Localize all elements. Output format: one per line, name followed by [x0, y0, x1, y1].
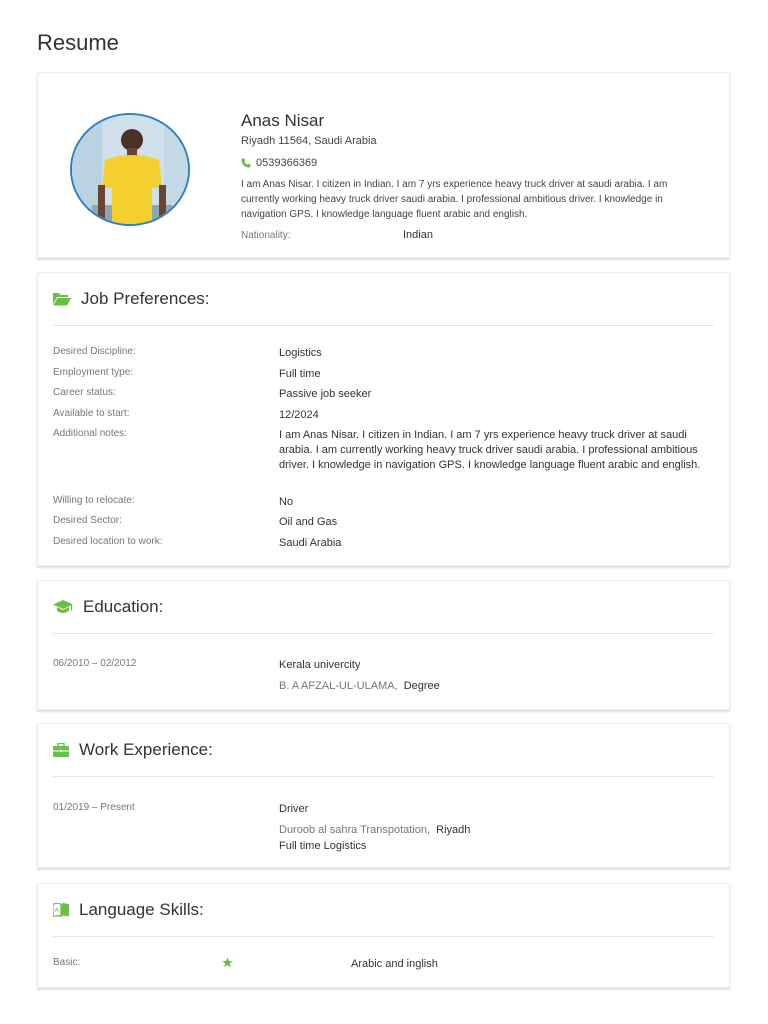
pref-value: Saudi Arabia — [279, 537, 342, 549]
language-skills-header — [53, 884, 714, 937]
work-experience-card — [37, 723, 730, 868]
phone-row — [241, 157, 317, 169]
avatar — [70, 113, 190, 226]
pref-value: Oil and Gas — [279, 516, 338, 528]
graduation-cap-icon — [53, 600, 73, 614]
pref-value: I am Anas Nisar. I citizen in Indian. I am 7 yrs experience heavy truck driver at saudi arabia. I am currently working heavy truck driver saudi arabia. I professional ambitious driver. I knowledge in navigation GPS. I knowledge language fluent arabic and english. — [279, 429, 701, 471]
star-icon — [222, 957, 233, 971]
education-card — [37, 580, 730, 710]
avatar-photo — [72, 115, 190, 226]
work-location: Riyadh — [436, 824, 471, 836]
pref-label: Desired Sector: — [53, 515, 122, 526]
pref-label: Additional notes: — [53, 428, 127, 439]
folder-open-icon — [53, 292, 71, 306]
education-header — [53, 581, 714, 634]
work-company: Duroob al sahra Transpotation, — [279, 824, 431, 836]
work-company-line — [279, 823, 709, 838]
candidate-name: Anas Nisar — [241, 111, 325, 130]
work-experience-header — [53, 724, 714, 777]
education-dates: 06/2010 – 02/2012 — [53, 658, 137, 669]
section-title: Work Experience: — [79, 740, 213, 759]
education-degree: Degree — [403, 680, 440, 692]
svg-text:A: A — [54, 907, 59, 914]
page-title: Resume — [37, 30, 119, 55]
job-preferences-header — [53, 273, 714, 326]
section-title: Education: — [83, 597, 164, 616]
pref-value: Logistics — [279, 347, 322, 359]
section-title: Language Skills: — [79, 900, 204, 919]
pref-label: Available to start: — [53, 408, 130, 419]
pref-value: 12/2024 — [279, 409, 319, 421]
work-dates: 01/2019 – Present — [53, 802, 135, 813]
phone-number[interactable]: 0539366369 — [256, 157, 318, 169]
pref-label: Willing to relocate: — [53, 495, 135, 506]
work-position: Driver — [279, 803, 309, 815]
nationality-label: Nationality: — [241, 230, 291, 241]
profile-card — [37, 72, 730, 258]
pref-label: Desired Discipline: — [53, 346, 136, 357]
candidate-address: Riyadh 11564, Saudi Arabia — [241, 135, 377, 147]
language-level: Basic: — [53, 957, 81, 968]
pref-label: Employment type: — [53, 367, 134, 378]
education-field: B. A AFZAL-UL-ULAMA, — [279, 680, 398, 692]
pref-value: No — [279, 496, 294, 508]
briefcase-icon — [53, 743, 69, 757]
pref-value: Full time — [279, 368, 321, 380]
work-details: Full time Logistics — [279, 840, 367, 852]
candidate-bio: I am Anas Nisar. I citizen in Indian. I am 7 yrs experience heavy truck driver at saudi arabia. I am currently working heavy truck driver saudi arabia. I professional ambitious driver. I knowledge in navigation GPS. I knowledge language fluent arabic and english. — [241, 179, 668, 220]
pref-label: Desired location to work: — [53, 536, 163, 547]
education-degree-line — [279, 679, 709, 694]
section-title: Job Preferences: — [81, 289, 210, 308]
job-preferences-card — [37, 272, 730, 566]
language-book-icon — [53, 903, 69, 917]
education-school: Kerala univercity — [279, 659, 361, 671]
nationality-value: Indian — [403, 229, 433, 241]
pref-label: Career status: — [53, 387, 116, 398]
language-skills-card — [37, 883, 730, 988]
language-names: Arabic and inglish — [351, 958, 438, 970]
phone-icon — [241, 158, 251, 168]
pref-value: Passive job seeker — [279, 388, 372, 400]
